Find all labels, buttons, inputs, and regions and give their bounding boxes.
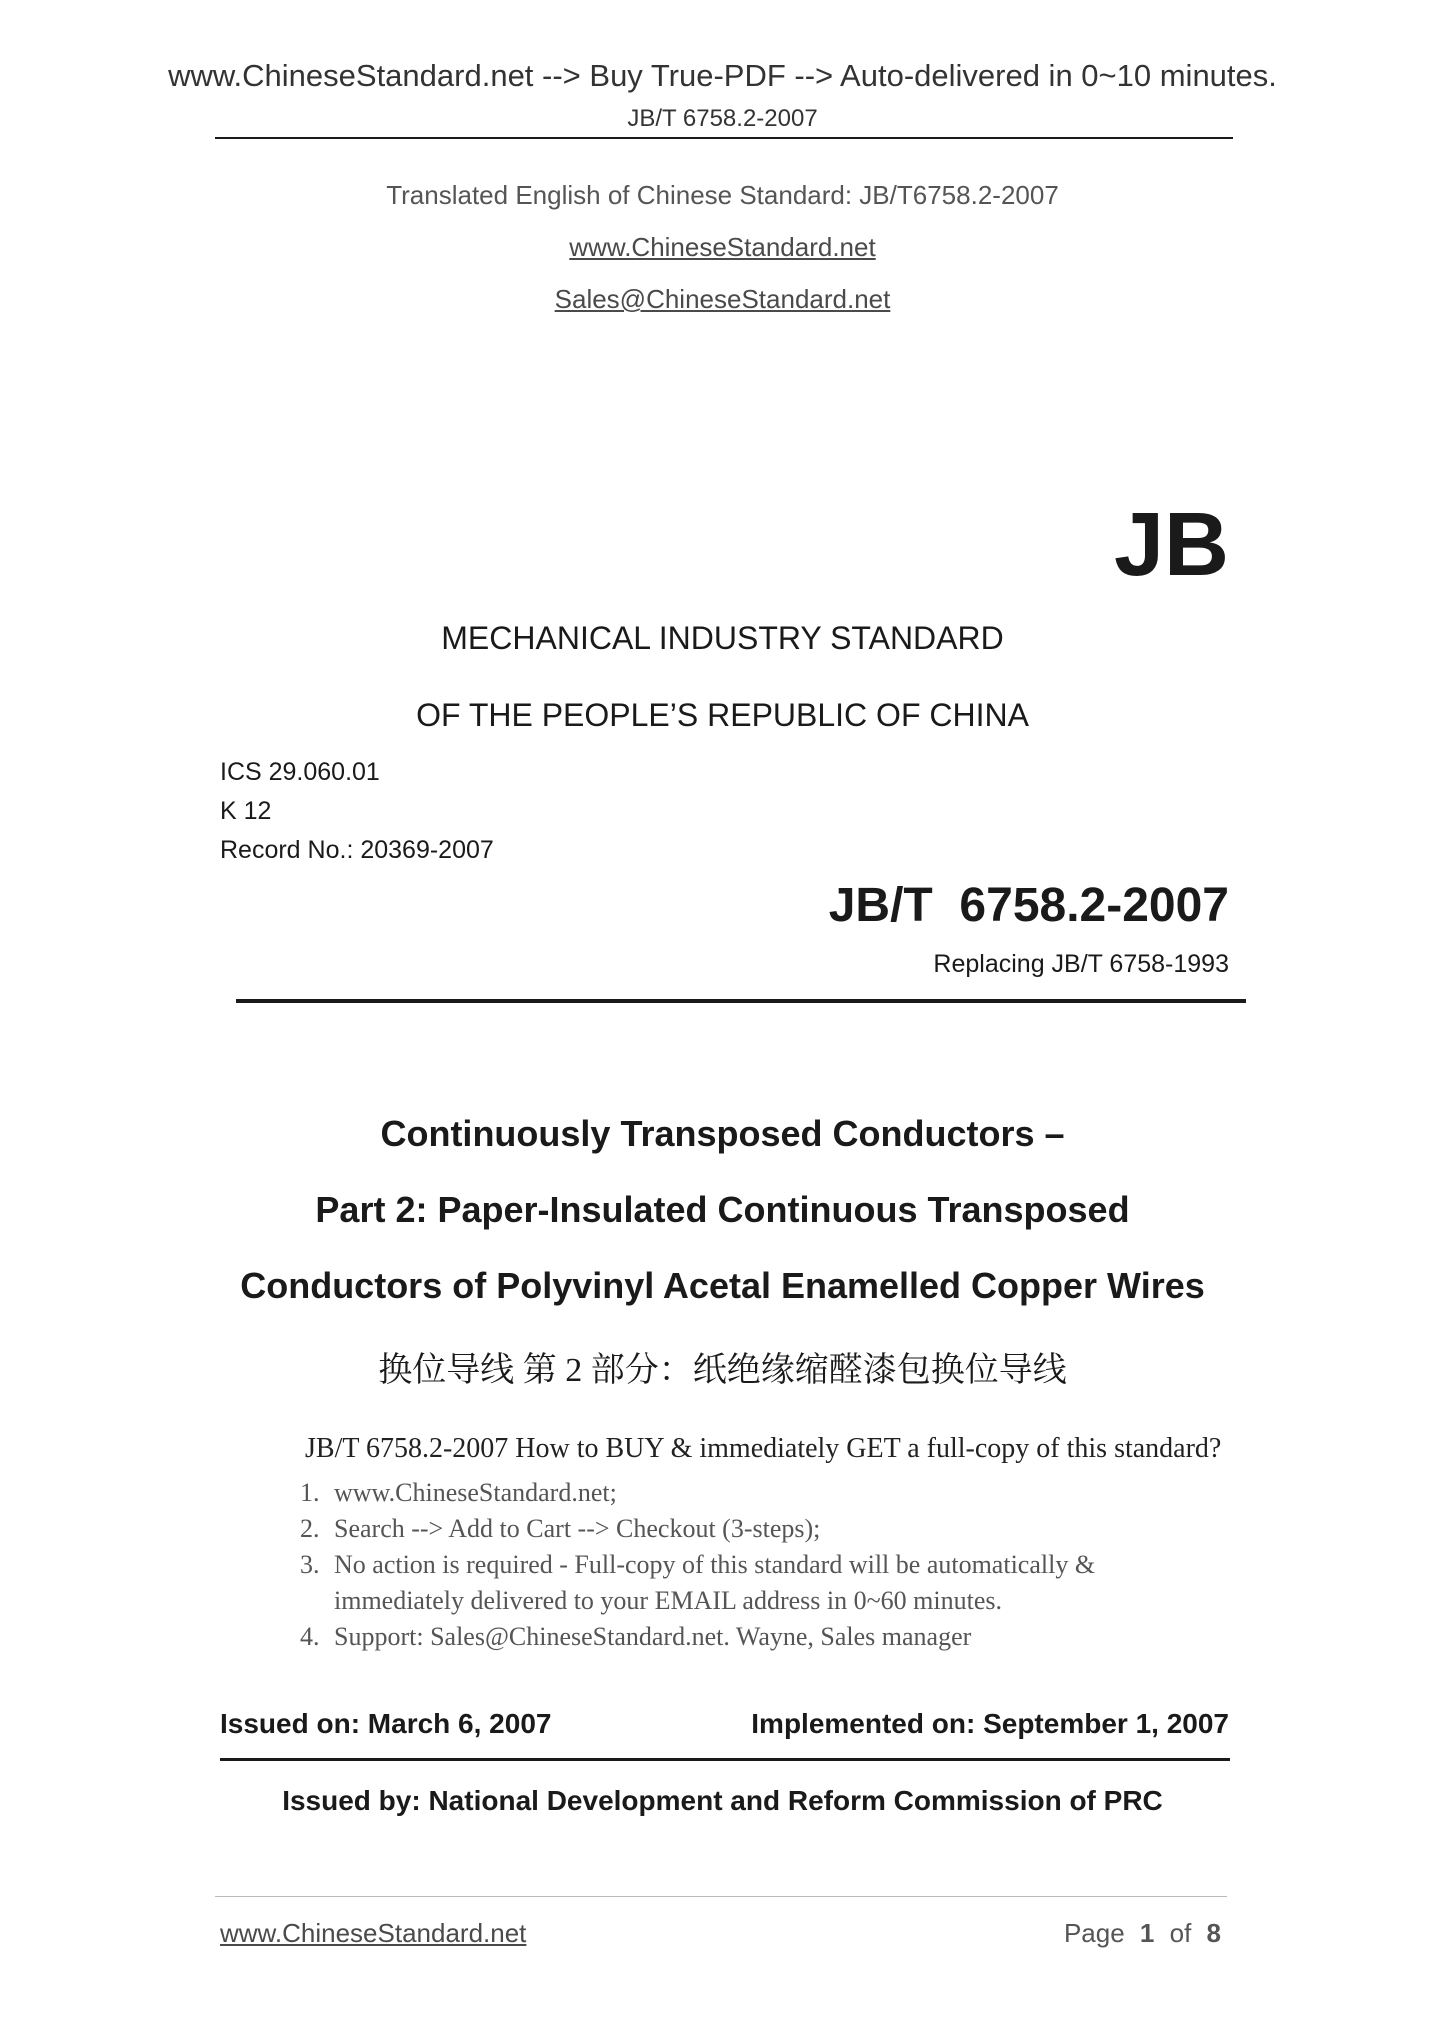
page-label: Page <box>1063 1918 1125 1948</box>
buy-step-text: No action is required - Full-copy of this standard will be automatically & immediately delivered to your EMAIL address in 0~60 minutes. <box>334 1550 1096 1615</box>
title-line1: Continuously Transposed Conductors – <box>380 1113 1065 1154</box>
of-label: of <box>1169 1918 1192 1948</box>
buy-step <box>300 1619 1194 1655</box>
page-total: 8 <box>1206 1918 1221 1948</box>
footer-divider <box>215 1896 1227 1897</box>
website-link[interactable]: www.ChineseStandard.net <box>569 232 876 262</box>
buy-step <box>300 1475 1194 1511</box>
buy-steps-list <box>300 1475 1194 1655</box>
buy-step-number: 1. <box>300 1478 320 1507</box>
footer-website-wrap <box>220 1918 526 1949</box>
buy-step-text: www.ChineseStandard.net; <box>334 1478 617 1507</box>
buy-step <box>300 1547 1194 1619</box>
website-link-wrap <box>0 232 1445 263</box>
header-divider <box>215 137 1233 139</box>
header-doc-id: JB/T 6758.2-2007 <box>627 105 818 132</box>
buy-heading: JB/T 6758.2-2007 How to BUY & immediately GET a full-copy of this standard? <box>305 1433 1222 1464</box>
cover-line2: OF THE PEOPLE’S REPUBLIC OF CHINA <box>416 697 1029 733</box>
issued-by: Issued by: National Development and Reform Commission of PRC <box>282 1785 1163 1816</box>
standard-number: JB/T 6758.2-2007 <box>828 879 1229 932</box>
record-number: Record No.: 20369-2007 <box>220 836 494 864</box>
page-number: 1 <box>1139 1918 1155 1948</box>
buy-step-text: Search --> Add to Cart --> Checkout (3-steps); <box>334 1514 821 1543</box>
page-indicator <box>1064 1918 1221 1949</box>
header-banner: www.ChineseStandard.net --> Buy True-PDF --> Auto-delivered in 0~10 minutes. <box>168 58 1277 93</box>
buy-step-number: 4. <box>300 1622 320 1651</box>
k-code: K 12 <box>220 797 272 825</box>
email-link[interactable]: Sales@ChineseStandard.net <box>554 284 891 314</box>
translated-line: Translated English of Chinese Standard: JB/T6758.2-2007 <box>386 180 1059 210</box>
issued-date: Issued on: March 6, 2007 <box>220 1708 552 1739</box>
footer-website-link[interactable]: www.ChineseStandard.net <box>220 1918 527 1948</box>
chinese-title: 换位导线 第 2 部分：纸绝缘缩醛漆包换位导线 <box>378 1352 1067 1389</box>
ics-code: ICS 29.060.01 <box>220 758 380 786</box>
buy-step-number: 2. <box>300 1514 320 1543</box>
replacing-note: Replacing JB/T 6758-1993 <box>933 950 1229 978</box>
implemented-date: Implemented on: September 1, 2007 <box>751 1708 1229 1739</box>
email-link-wrap <box>0 284 1445 315</box>
title-line3: Conductors of Polyvinyl Acetal Enamelled Copper Wires <box>240 1265 1205 1306</box>
cover-divider <box>236 999 1246 1003</box>
title-line2: Part 2: Paper-Insulated Continuous Transposed <box>315 1189 1130 1230</box>
dates-divider <box>220 1758 1230 1761</box>
buy-step-text: Support: Sales@ChineseStandard.net. Wayne, Sales manager <box>334 1622 972 1651</box>
cover-line1: MECHANICAL INDUSTRY STANDARD <box>441 620 1004 656</box>
buy-step-number: 3. <box>300 1550 320 1579</box>
jb-logo: JB <box>1113 495 1229 595</box>
buy-step <box>300 1511 1194 1547</box>
